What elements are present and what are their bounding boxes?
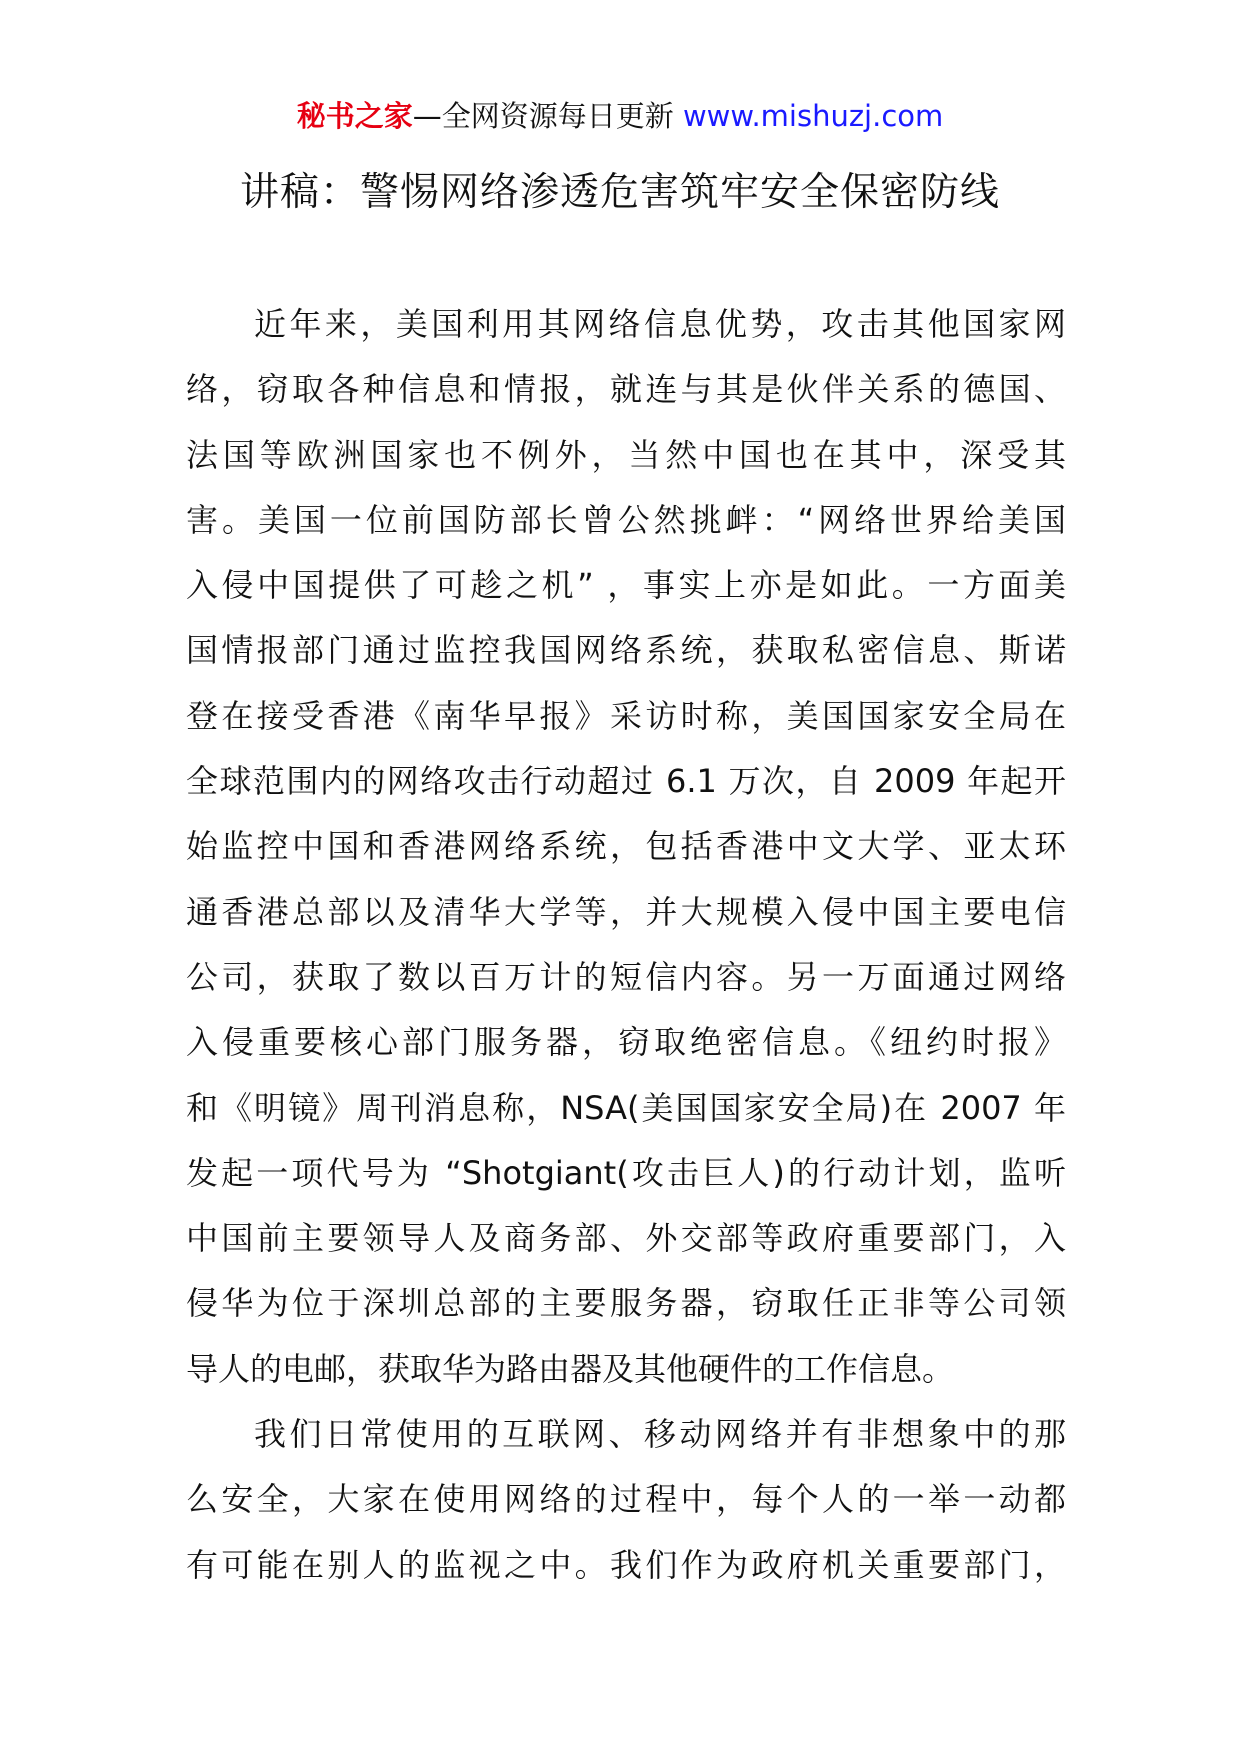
header-banner [0, 96, 1240, 136]
site-url-link[interactable]: www.mishuzj.com [682, 99, 944, 133]
paragraph-2 [186, 1402, 1066, 1598]
paragraph-line: 全球范围内的网络攻击行动超过 6.1 万次，自 2009 年起开 [186, 762, 1066, 801]
paragraph-line: 导人的电邮，获取华为路由器及其他硬件的工作信息。 [186, 1349, 955, 1388]
paragraph-line: 和《明镜》周刊消息称，NSA(美国国家安全局)在 2007 年 [186, 1088, 1066, 1127]
document-body [186, 292, 1066, 1598]
paragraph-line: 法国等欧洲国家也不例外，当然中国也在其中，深受其 [186, 435, 1066, 474]
paragraph-line: 发起一项代号为 “Shotgiant(攻击巨人)的行动计划，监听 [186, 1153, 1066, 1192]
paragraph-line: 中国前主要领导人及商务部、外交部等政府重要部门，入 [186, 1219, 1066, 1258]
paragraph-line: 通香港总部以及清华大学等，并大规模入侵中国主要电信 [186, 892, 1066, 931]
paragraph-line: 我们日常使用的互联网、移动网络并有非想象中的那 [254, 1415, 1066, 1454]
paragraph-line: 入侵中国提供了可趁之机” ，事实上亦是如此。一方面美 [186, 566, 1066, 605]
paragraph-1 [186, 292, 1066, 1402]
paragraph-line: 近年来，美国利用其网络信息优势，攻击其他国家网 [254, 305, 1066, 343]
paragraph-line: 入侵重要核心部门服务器，窃取绝密信息。《纽约时报》 [186, 1023, 1066, 1062]
header-tagline: —全网资源每日更新 [412, 99, 683, 133]
document-title: 讲稿：警惕网络渗透危害筑牢安全保密防线 [239, 170, 1000, 215]
paragraph-line: 有可能在别人的监视之中。我们作为政府机关重要部门， [186, 1545, 1066, 1584]
paragraph-line: 络，窃取各种信息和情报，就连与其是伙伴关系的德国、 [186, 370, 1066, 409]
paragraph-line: 侵华为位于深圳总部的主要服务器，窃取任正非等公司领 [186, 1284, 1066, 1323]
paragraph-line: 么安全，大家在使用网络的过程中，每个人的一举一动都 [186, 1480, 1066, 1519]
paragraph-line: 始监控中国和香港网络系统，包括香港中文大学、亚太环 [186, 827, 1066, 866]
paragraph-line: 登在接受香港《南华早报》采访时称，美国国家安全局在 [186, 696, 1066, 735]
paragraph-line: 害。美国一位前国防部长曾公然挑衅：“网络世界给美国 [186, 500, 1066, 539]
paragraph-line: 国情报部门通过监控我国网络系统，获取私密信息、斯诺 [186, 631, 1066, 670]
paragraph-line: 公司，获取了数以百万计的短信内容。另一万面通过网络 [186, 957, 1066, 996]
brand-name: 秘书之家 [296, 99, 413, 133]
